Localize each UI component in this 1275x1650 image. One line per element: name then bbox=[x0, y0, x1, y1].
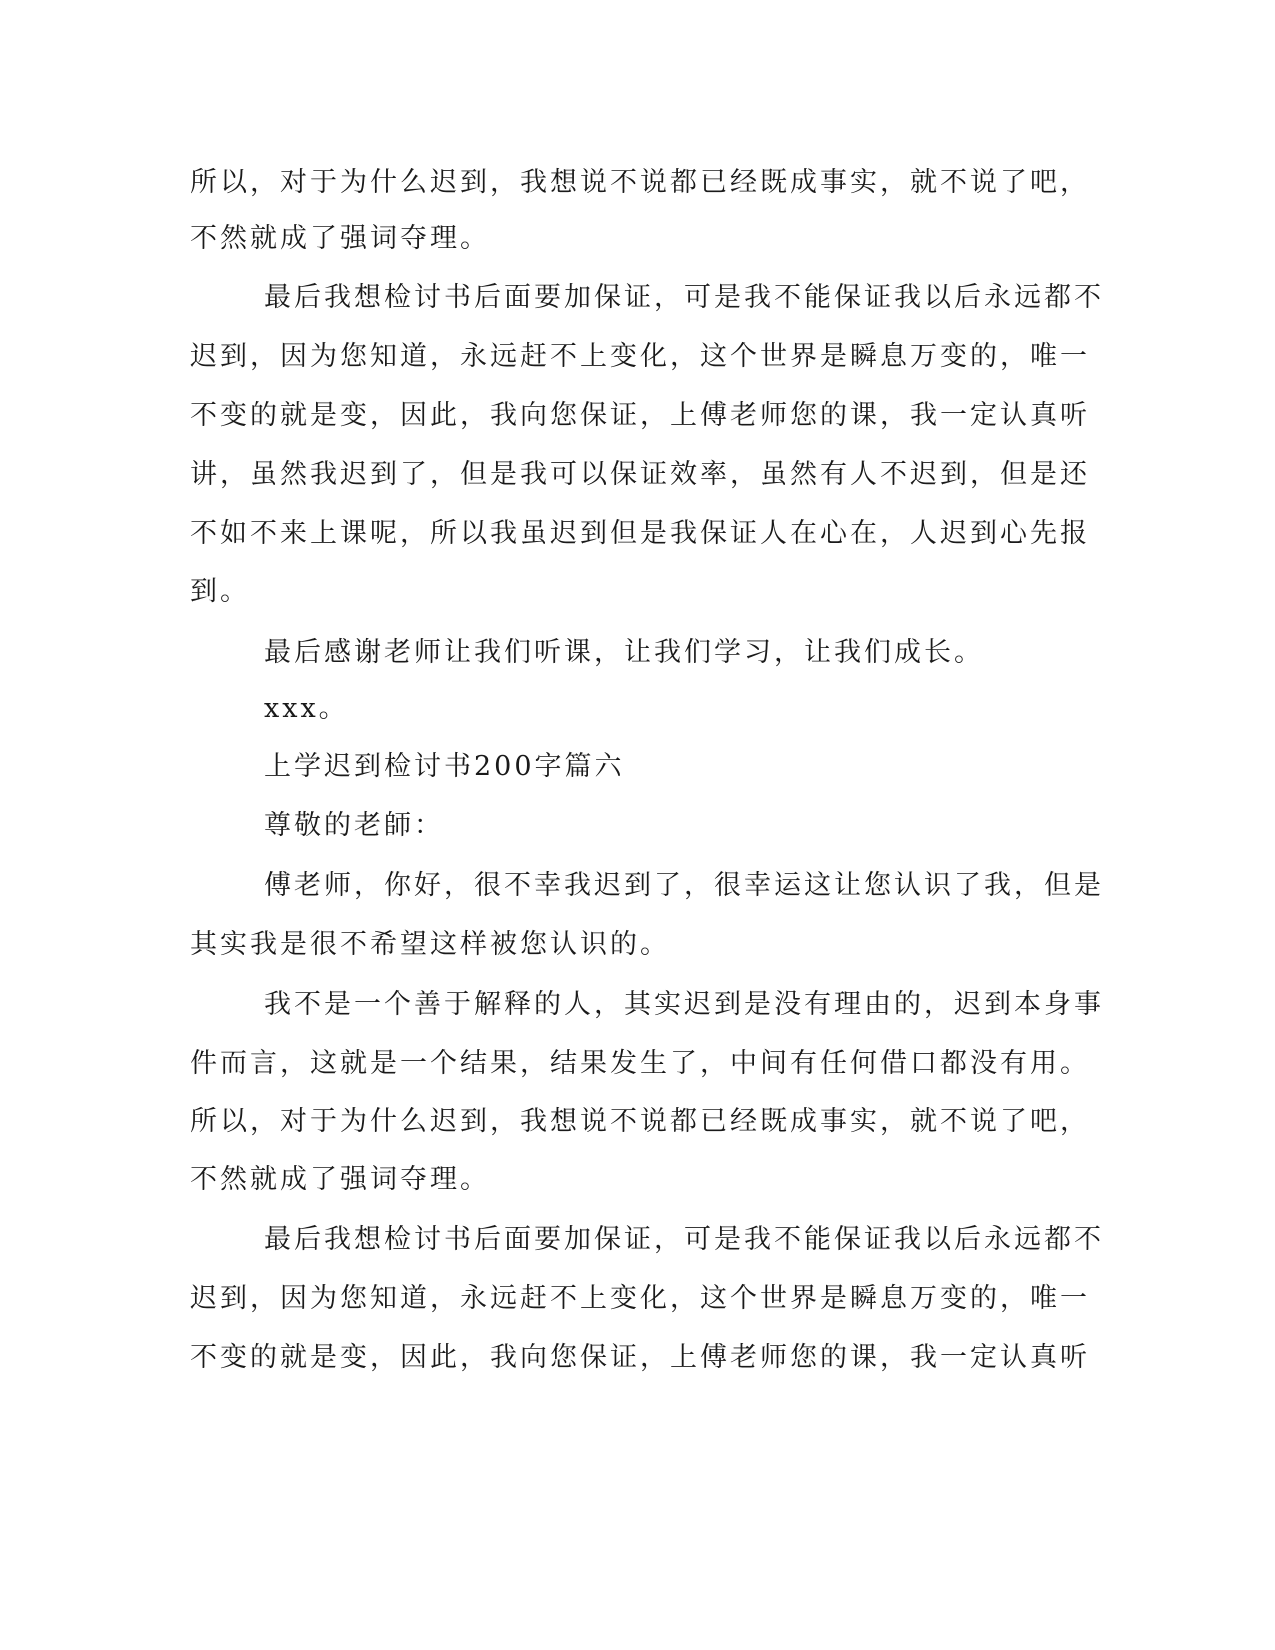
text-line: 不变的就是变，因此，我向您保证，上傅老师您的课，我一定认真听 bbox=[190, 1342, 1090, 1373]
text-line: 不然就成了强词夺理。 bbox=[190, 223, 490, 254]
text-line: 到。 bbox=[190, 576, 250, 607]
text-line: 我不是一个善于解释的人，其实迟到是没有理由的，迟到本身事 bbox=[264, 989, 1104, 1020]
text-line: 其实我是很不希望这样被您认识的。 bbox=[190, 929, 670, 960]
text-line: 所以，对于为什么迟到，我想说不说都已经既成事实，就不说了吧， bbox=[190, 167, 1090, 198]
text-line: 迟到，因为您知道，永远赶不上变化，这个世界是瞬息万变的，唯一 bbox=[190, 341, 1090, 372]
salutation: 尊敬的老師： bbox=[264, 810, 444, 841]
text-line: 最后我想检讨书后面要加保证，可是我不能保证我以后永远都不 bbox=[264, 1224, 1104, 1255]
text-line: 最后感谢老师让我们听课，让我们学习，让我们成长。 bbox=[264, 637, 984, 668]
text-line: 迟到，因为您知道，永远赶不上变化，这个世界是瞬息万变的，唯一 bbox=[190, 1283, 1090, 1314]
text-line: 讲，虽然我迟到了，但是我可以保证效率，虽然有人不迟到，但是还 bbox=[190, 459, 1090, 490]
text-line: 不然就成了强词夺理。 bbox=[190, 1164, 490, 1195]
text-line: 傅老师，你好，很不幸我迟到了，很幸运这让您认识了我，但是 bbox=[264, 870, 1104, 901]
text-line: 件而言，这就是一个结果，结果发生了，中间有任何借口都没有用。 bbox=[190, 1048, 1090, 1079]
text-line: 不变的就是变，因此，我向您保证，上傅老师您的课，我一定认真听 bbox=[190, 400, 1090, 431]
text-line: 不如不来上课呢，所以我虽迟到但是我保证人在心在，人迟到心先报 bbox=[190, 518, 1090, 549]
text-line: 所以，对于为什么迟到，我想说不说都已经既成事实，就不说了吧， bbox=[190, 1106, 1090, 1137]
text-line: 最后我想检讨书后面要加保证，可是我不能保证我以后永远都不 bbox=[264, 282, 1104, 313]
section-heading: 上学迟到检讨书200字篇六 bbox=[264, 751, 625, 782]
signature-line: xxx。 bbox=[264, 693, 349, 724]
